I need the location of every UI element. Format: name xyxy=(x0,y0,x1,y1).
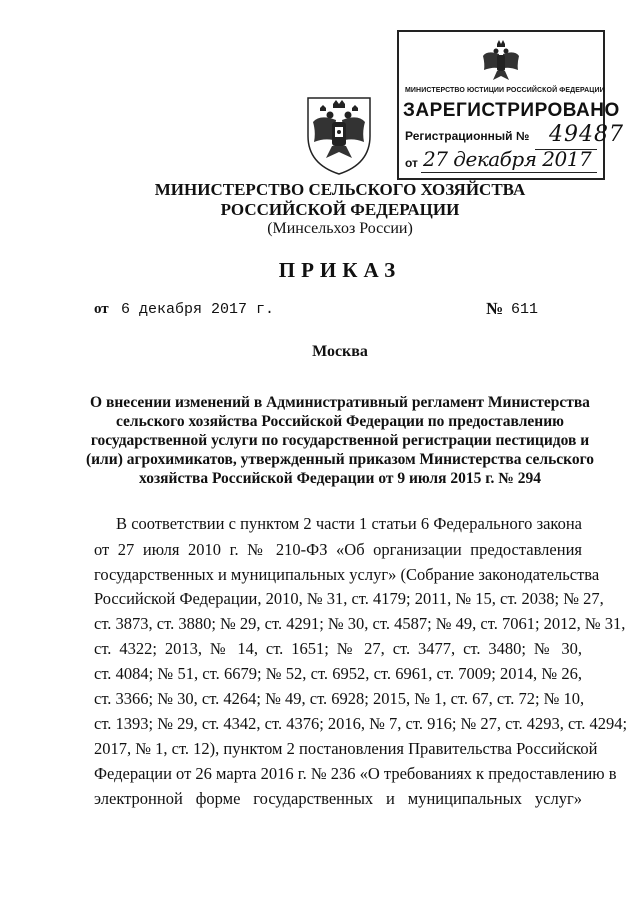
body-line: 2017, № 1, ст. 12), пунктом 2 постановления Правительства Российской xyxy=(94,739,598,758)
document-number: 611 xyxy=(511,301,539,318)
stamp-date-label: от xyxy=(405,156,418,170)
date-label: от xyxy=(94,301,109,317)
body-line: ст. 4322; 2013, № 14, ст. 1651; № 27, ст. 3477, ст. 3480; № 30, xyxy=(94,639,582,658)
body-line: от 27 июля 2010 г. № 210-ФЗ «Об организации предоставления xyxy=(94,540,582,559)
body-line: Федерации от 26 марта 2016 г. № 236 «О требованиях к предоставлению в xyxy=(94,764,617,783)
ministry-name-line-2: РОССИЙСКОЙ ФЕДЕРАЦИИ xyxy=(220,200,460,219)
stamp-emblem xyxy=(477,36,525,84)
body-line: Российской Федерации, 2010, № 31, ст. 4179; 2011, № 15, ст. 2038; № 27, xyxy=(94,589,604,608)
stamp-date-underline xyxy=(421,172,597,173)
number-label: № xyxy=(486,299,504,318)
title-line: государственной услуги по государственной регистрации пестицидов и xyxy=(90,432,590,449)
coat-of-arms-emblem xyxy=(300,88,378,176)
title-line: (или) агрохимикатов, утвержденный приказом Министерства сельского xyxy=(85,451,595,468)
title-line: О внесении изменений в Административный регламент Министерства xyxy=(90,394,590,411)
document-type: ПРИКАЗ xyxy=(278,258,402,282)
title-line: сельского хозяйства Российской Федерации по предоставлению xyxy=(115,413,565,430)
title-line: хозяйства Российской Федерации от 9 июля 2015 г. № 294 xyxy=(139,470,541,487)
body-line: ст. 3366; № 30, ст. 4264; № 49, ст. 6928; 2015, № 1, ст. 67, ст. 72; № 10, xyxy=(94,689,585,708)
ministry-short-name: (Минсельхоз России) xyxy=(267,220,413,237)
city: Москва xyxy=(312,343,368,360)
body-line: государственных и муниципальных услуг» (Собрание законодательства xyxy=(94,565,600,584)
stamp-registration-label: Регистрационный № xyxy=(405,129,530,143)
stamp-registration-number: 49487 xyxy=(549,122,624,147)
body-line: электронной форме государственных и муниципальных услуг» xyxy=(94,789,582,808)
document-date: 6 декабря 2017 г. xyxy=(121,301,275,318)
body-line: ст. 4084; № 51, ст. 6679; № 52, ст. 6952, ст. 6961, ст. 7009; 2014, № 26, xyxy=(94,664,582,683)
stamp-ministry-name: МИНИСТЕРСТВО ЮСТИЦИИ РОССИЙСКОЙ ФЕДЕРАЦИИ xyxy=(405,87,605,94)
stamp-registered-title: ЗАРЕГИСТРИРОВАНО xyxy=(403,100,620,121)
ministry-name-line-1: МИНИСТЕРСТВО СЕЛЬСКОГО ХОЗЯЙСТВА xyxy=(154,180,526,199)
registration-stamp xyxy=(397,30,624,180)
body-line: ст. 1393; № 29, ст. 4342, ст. 4376; 2016, № 7, ст. 916; № 27, ст. 4293, ст. 4294; xyxy=(94,714,628,733)
body-line: В соответствии с пунктом 2 части 1 статьи 6 Федерального закона xyxy=(116,514,582,533)
body-line: ст. 3873, ст. 3880; № 29, ст. 4291; № 30, ст. 4587; № 49, ст. 7061; 2012, № 31, xyxy=(94,614,626,633)
stamp-handwritten-date: 27 декабря 2017 xyxy=(423,147,592,171)
